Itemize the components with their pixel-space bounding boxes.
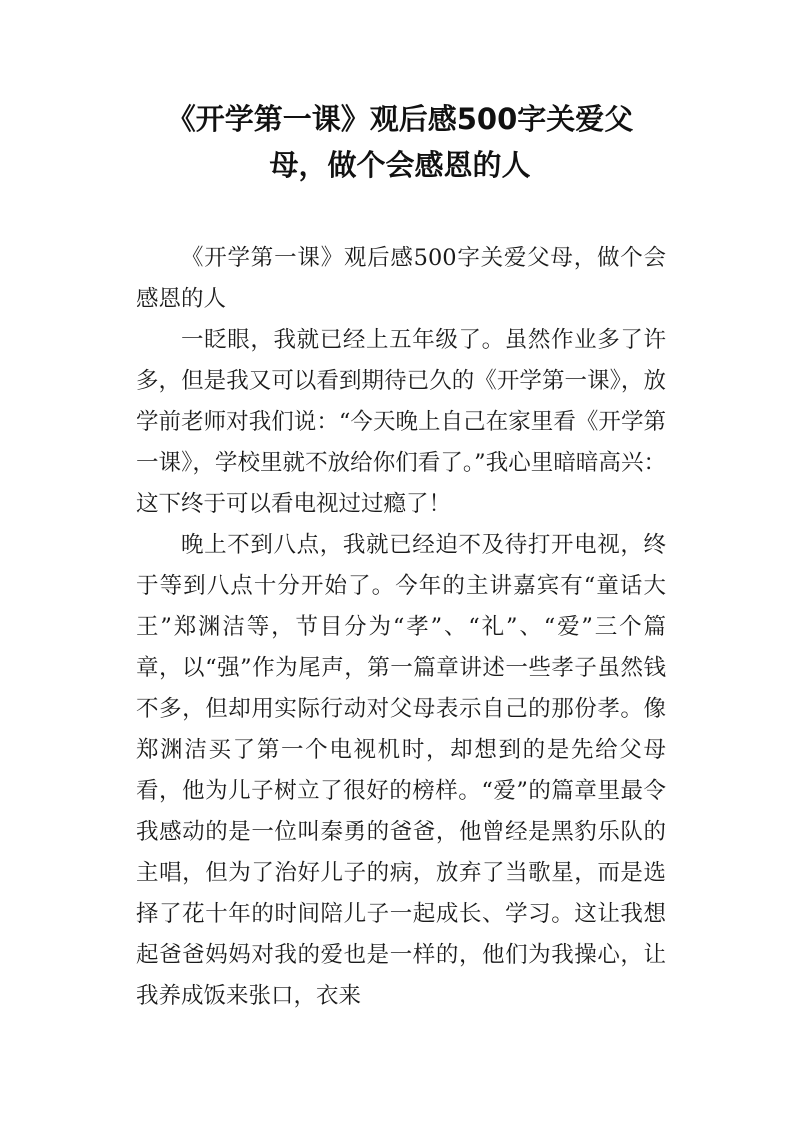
body-paragraph-2: 一眨眼，我就已经上五年级了。虽然作业多了许多，但是我又可以看到期待已久的《开学第一课》，放学前老师对我们说：“今天晚上自己在家里看《开学第一课》，学校里就不放给你们看了。”我心里暗暗高兴：这下终于可以看电视过过瘾了！ bbox=[136, 327, 666, 517]
document-title bbox=[120, 96, 680, 188]
body-paragraph-3: 晚上不到八点，我就已经迫不及待打开电视，终于等到八点十分开始了。今年的主讲嘉宾有“童话大王”郑渊洁等，节目分为“孝”、“礼”、“爱”三个篇章，以“强”作为尾声，第一篇章讲述一些孝子虽然钱不多，但却用实际行动对父母表示自己的那份孝。像郑渊洁买了第一个电视机时，却想到的是先给父母看，他为儿子树立了很好的榜样。“爱”的篇章里最令我感动的是一位叫秦勇的爸爸，他曾经是黑豹乐队的主唱，但为了治好儿子的病，放弃了当歌星，而是选择了花十年的时间陪儿子一起成长、学习。这让我想起爸爸妈妈对我的爱也是一样的，他们为我操心，让我养成饭来张口，衣来 bbox=[136, 532, 666, 1009]
body-paragraph-1: 《开学第一课》观后感500字关爱父母，做个会感恩的人 bbox=[136, 245, 666, 312]
document-title-line-2: 母，做个会感恩的人 bbox=[269, 148, 531, 182]
document-body bbox=[136, 238, 666, 1017]
document-title-line-1: 《开学第一课》观后感500字关爱父 bbox=[166, 102, 634, 136]
